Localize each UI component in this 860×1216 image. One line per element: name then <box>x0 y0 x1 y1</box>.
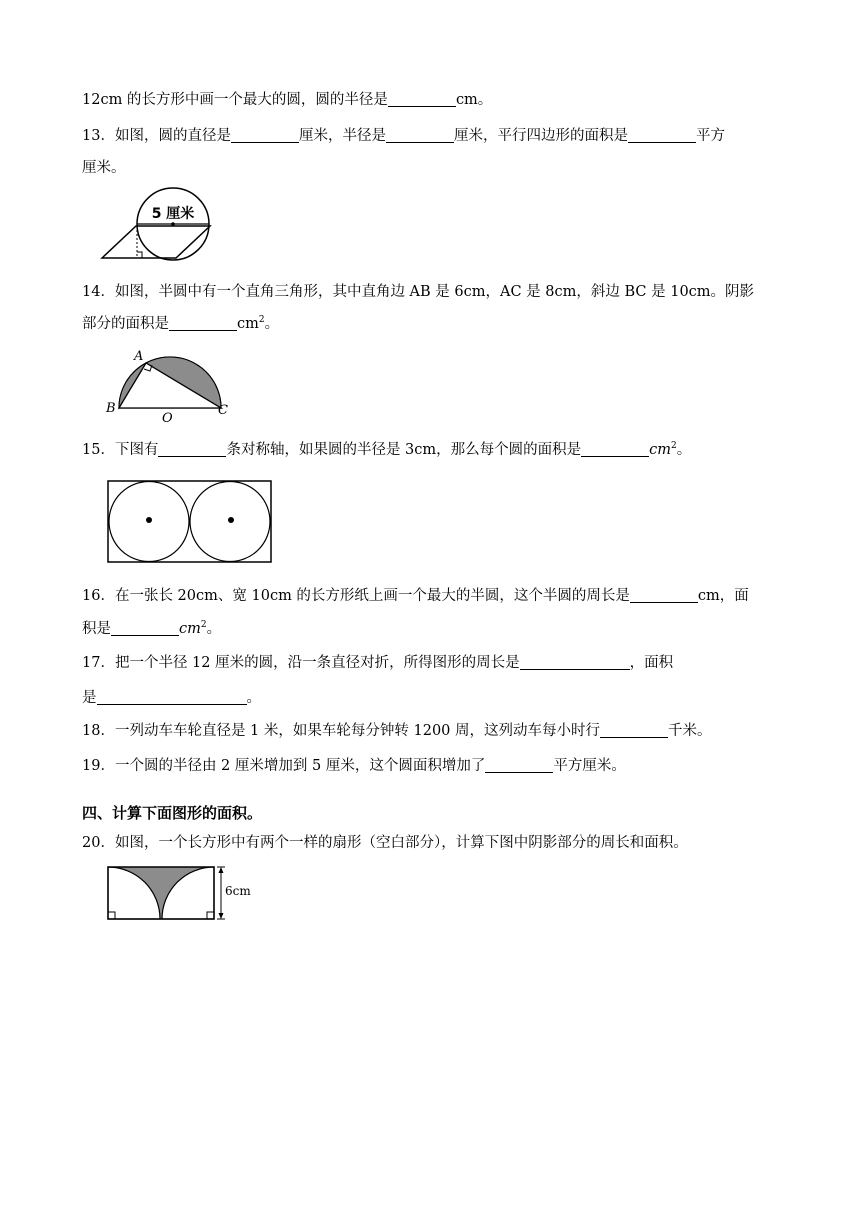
q12-unit: cm。 <box>455 92 493 108</box>
question-number: 16． <box>82 588 115 604</box>
q14-unit: cm <box>237 316 259 332</box>
q16-text: 积是 <box>82 621 111 637</box>
question-number: 15． <box>82 442 115 458</box>
q14-text: 如图，半圆中有一个直角三角形，其中直角边 AB 是 6cm，AC 是 8cm，斜边 BC 是 10cm。阴影 <box>114 284 755 300</box>
answer-blank[interactable] <box>520 654 630 670</box>
q16-text: 在一张长 20cm、宽 10cm 的长方形纸上画一个最大的半圆，这个半圆的周长是 <box>114 588 630 604</box>
label-O: O <box>162 411 173 424</box>
q14-text: 。 <box>264 316 280 332</box>
q14-text: 部分的面积是 <box>82 316 169 332</box>
answer-blank[interactable] <box>630 587 698 603</box>
question-number: 19． <box>82 758 115 774</box>
label-A: A <box>134 349 144 364</box>
answer-blank[interactable] <box>581 441 649 457</box>
q13-circle-parallelogram-figure <box>96 186 226 264</box>
question-20-line <box>82 833 688 853</box>
question-16-line1 <box>82 586 749 606</box>
question-13-line2 <box>82 158 126 178</box>
question-14-line2 <box>82 314 279 334</box>
question-17-line2 <box>82 688 261 708</box>
q16-unit: cm <box>179 621 201 637</box>
question-number: 14． <box>82 284 115 300</box>
question-number: 18． <box>82 723 115 739</box>
answer-blank[interactable] <box>158 441 226 457</box>
q15-text: 条对称轴，如果圆的半径是 3cm，那么每个圆的面积是 <box>226 442 582 458</box>
q14-semicircle-triangle-figure <box>104 346 234 424</box>
question-14-line1 <box>82 282 754 302</box>
q15-unit-exponent: 2 <box>671 441 677 452</box>
q17-text: 是 <box>82 690 97 706</box>
q18-text: 一列动车车轮直径是 1 米，如果车轮每分钟转 1200 周，这列动车每小时行 <box>114 723 601 739</box>
q17-text: 把一个半径 12 厘米的圆，沿一条直径对折，所得图形的周长是 <box>114 655 520 671</box>
q13-text: 厘米，半径是 <box>298 128 386 144</box>
q19-text: 一个圆的半径由 2 厘米增加到 5 厘米，这个圆面积增加了 <box>114 758 486 774</box>
answer-blank[interactable] <box>97 689 247 705</box>
question-number: 17． <box>82 655 115 671</box>
q17-text: ，面积 <box>629 655 674 671</box>
q13-text: 厘米。 <box>82 160 126 176</box>
q15-text: 。 <box>676 442 692 458</box>
question-12-line <box>82 90 492 110</box>
q13-text: 平方 <box>695 128 725 144</box>
answer-blank[interactable] <box>111 620 179 636</box>
q13-text: 如图，圆的直径是 <box>114 128 231 144</box>
q12-text: 12cm 的长方形中画一个最大的圆，圆的半径是 <box>82 92 388 108</box>
answer-blank[interactable] <box>231 127 299 143</box>
question-number: 20． <box>82 835 115 851</box>
q15-text: 下图有 <box>114 442 159 458</box>
q17-text: 。 <box>246 690 261 706</box>
question-number: 13． <box>82 128 115 144</box>
q14-unit-exponent: 2 <box>258 315 265 326</box>
label-B: B <box>106 401 116 416</box>
q16-unit-exponent: 2 <box>200 620 207 631</box>
question-17-line1 <box>82 653 673 673</box>
answer-blank[interactable] <box>485 757 553 773</box>
question-13-line1 <box>82 126 725 146</box>
q15-unit: cm <box>649 442 672 458</box>
answer-blank[interactable] <box>388 91 456 107</box>
q13-text: 厘米，平行四边形的面积是 <box>453 128 628 144</box>
answer-blank[interactable] <box>386 127 454 143</box>
answer-blank[interactable] <box>628 127 696 143</box>
question-15-line <box>82 440 691 460</box>
q18-text: 千米。 <box>668 723 712 739</box>
label-C: C <box>218 403 228 418</box>
q16-text: 。 <box>206 621 222 637</box>
question-16-line2 <box>82 619 221 639</box>
q20-text: 如图，一个长方形中有两个一样的扇形（空白部分），计算下图中阴影部分的周长和面积。 <box>114 835 688 851</box>
q13-figure-label: 5 厘米 <box>151 206 195 222</box>
question-19-line <box>82 756 626 776</box>
q20-dim-label: 6cm <box>225 884 251 898</box>
q20-shaded-sectors-figure <box>104 864 254 924</box>
answer-blank[interactable] <box>600 722 668 738</box>
answer-blank[interactable] <box>169 315 237 331</box>
q16-text: cm，面 <box>697 588 749 604</box>
q15-two-circles-figure <box>106 480 274 564</box>
q19-text: 平方厘米。 <box>553 758 626 774</box>
question-18-line <box>82 721 712 741</box>
section-heading: 四、计算下面图形的面积。 <box>82 804 263 822</box>
